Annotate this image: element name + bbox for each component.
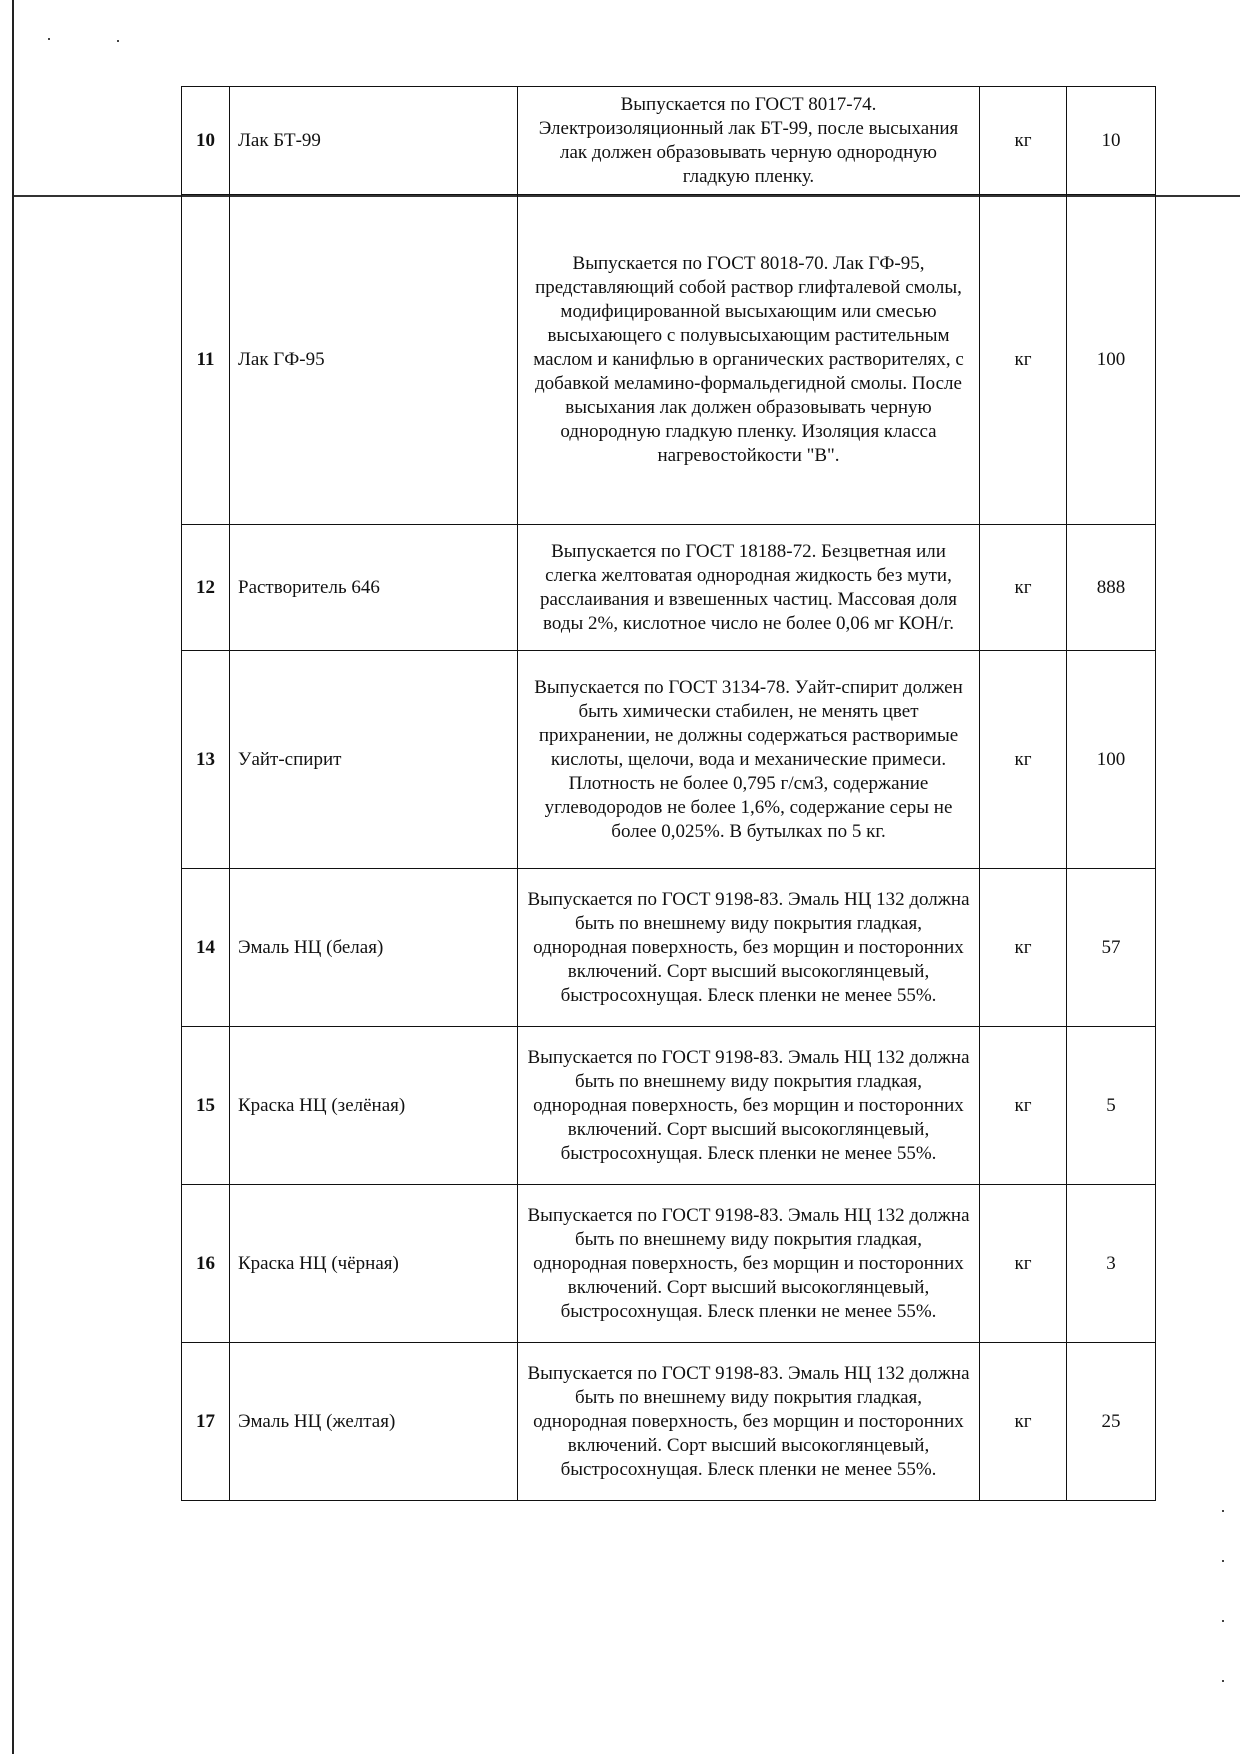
row-number: 13 (182, 651, 230, 869)
unit-cell: кг (980, 87, 1067, 195)
unit-cell: кг (980, 1027, 1067, 1185)
table-row (182, 1185, 1156, 1343)
scan-speck (1222, 1620, 1224, 1622)
quantity-cell: 100 (1067, 651, 1156, 869)
material-name: Уайт-спирит (230, 651, 518, 869)
table-row (182, 651, 1156, 869)
unit-cell: кг (980, 869, 1067, 1027)
material-name: Лак БТ-99 (230, 87, 518, 195)
scan-edge-line (12, 0, 14, 1754)
material-name: Растворитель 646 (230, 525, 518, 651)
material-description: Выпускается по ГОСТ 18188-72. Безцветная или слегка желтоватая однородная жидкость без мути, расслаивания и взвешенных частиц. Массовая доля воды 2%, кислотное число не более 0,06 мг КОН/г. (518, 525, 980, 651)
material-name: Краска НЦ (зелёная) (230, 1027, 518, 1185)
row-number: 16 (182, 1185, 230, 1343)
scan-speck (1222, 1510, 1224, 1512)
table-row (182, 869, 1156, 1027)
scan-speck (1222, 1680, 1224, 1682)
material-description: Выпускается по ГОСТ 8018-70. Лак ГФ-95, представляющий собой раствор глифталевой смолы, модифицированной высыхающим или смесью высыхающего с полувысыхающим растительным маслом и канифлью в органических растворителях, с добавкой меламино-формальдегидной смолы. После высыхания лак должен образовывать черную однородную гладкую пленку. Изоляция класса нагревостойкости "В". (518, 195, 980, 525)
row-number: 10 (182, 87, 230, 195)
quantity-cell: 3 (1067, 1185, 1156, 1343)
table-row (182, 1343, 1156, 1501)
material-name: Краска НЦ (чёрная) (230, 1185, 518, 1343)
material-name: Лак ГФ-95 (230, 195, 518, 525)
unit-cell: кг (980, 1343, 1067, 1501)
material-description: Выпускается по ГОСТ 9198-83. Эмаль НЦ 132 должна быть по внешнему виду покрытия гладкая, однородная поверхность, без морщин и посторонних включений. Сорт высший высокоглянцевый, быстросохнущая. Блеск пленки не менее 55%. (518, 1185, 980, 1343)
scan-speck (48, 38, 50, 40)
material-description: Выпускается по ГОСТ 9198-83. Эмаль НЦ 132 должна быть по внешнему виду покрытия гладкая, однородная поверхность, без морщин и посторонних включений. Сорт высший высокоглянцевый, быстросохнущая. Блеск пленки не менее 55%. (518, 1027, 980, 1185)
table-row (182, 87, 1156, 195)
table-row (182, 525, 1156, 651)
unit-cell: кг (980, 525, 1067, 651)
materials-table (181, 86, 1156, 1501)
quantity-cell: 100 (1067, 195, 1156, 525)
material-description: Выпускается по ГОСТ 3134-78. Уайт-спирит должен быть химически стабилен, не менять цвет прихранении, не должны содержаться растворимые кислоты, щелочи, вода и механические примеси. Плотность не более 0,795 г/см3, содержание углеводородов не более 1,6%, содержание серы не более 0,025%. В бутылках по 5 кг. (518, 651, 980, 869)
material-name: Эмаль НЦ (желтая) (230, 1343, 518, 1501)
unit-cell: кг (980, 195, 1067, 525)
row-number: 17 (182, 1343, 230, 1501)
material-description: Выпускается по ГОСТ 9198-83. Эмаль НЦ 132 должна быть по внешнему виду покрытия гладкая, однородная поверхность, без морщин и посторонних включений. Сорт высший высокоглянцевый, быстросохнущая. Блеск пленки не менее 55%. (518, 869, 980, 1027)
material-name: Эмаль НЦ (белая) (230, 869, 518, 1027)
scan-speck (1222, 1560, 1224, 1562)
quantity-cell: 25 (1067, 1343, 1156, 1501)
quantity-cell: 57 (1067, 869, 1156, 1027)
row-number: 12 (182, 525, 230, 651)
material-description: Выпускается по ГОСТ 9198-83. Эмаль НЦ 132 должна быть по внешнему виду покрытия гладкая, однородная поверхность, без морщин и посторонних включений. Сорт высший высокоглянцевый, быстросохнущая. Блеск пленки не менее 55%. (518, 1343, 980, 1501)
row-number: 11 (182, 195, 230, 525)
row-number: 14 (182, 869, 230, 1027)
quantity-cell: 10 (1067, 87, 1156, 195)
material-description: Выпускается по ГОСТ 8017-74. Электроизоляционный лак БТ-99, после высыхания лак должен образовывать черную однородную гладкую пленку. (518, 87, 980, 195)
quantity-cell: 888 (1067, 525, 1156, 651)
unit-cell: кг (980, 1185, 1067, 1343)
row-number: 15 (182, 1027, 230, 1185)
table-row (182, 195, 1156, 525)
scan-speck (117, 40, 119, 42)
table-row (182, 1027, 1156, 1185)
unit-cell: кг (980, 651, 1067, 869)
quantity-cell: 5 (1067, 1027, 1156, 1185)
